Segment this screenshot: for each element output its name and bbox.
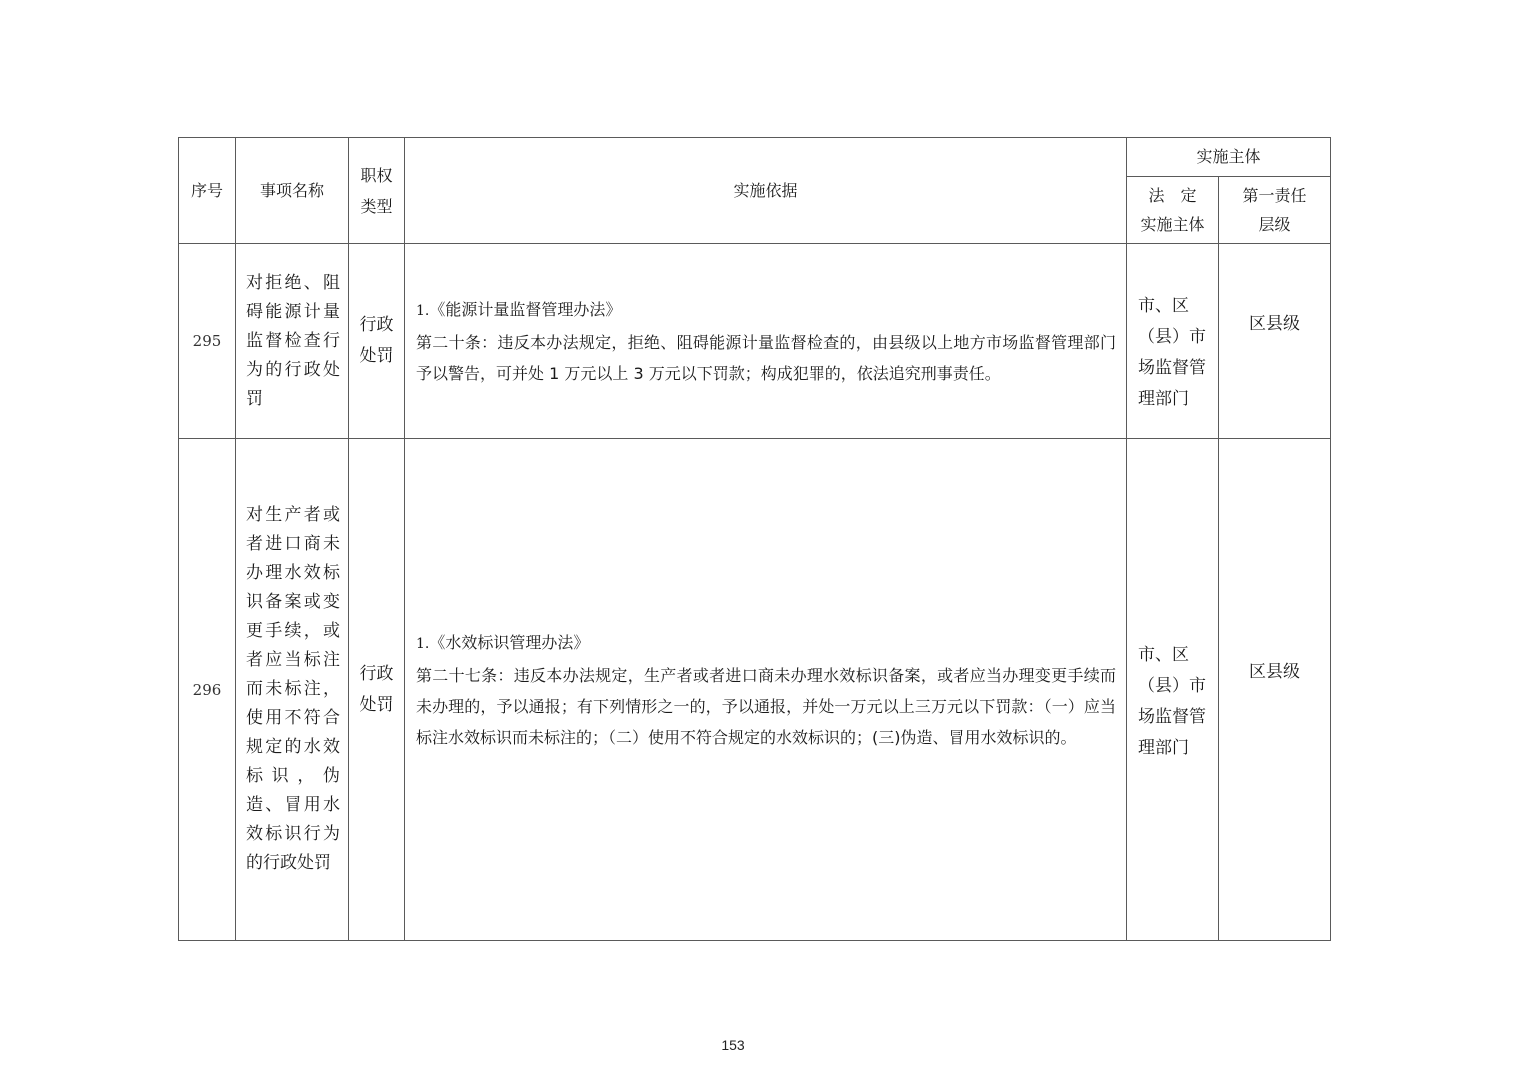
row-first-level-text: 区县级 <box>1249 662 1300 682</box>
header-item-name: 事项名称 <box>236 138 349 244</box>
header-power-type-line1: 职权 <box>360 165 393 185</box>
header-legal-subject-line2: 实施主体 <box>1140 215 1205 234</box>
row-legal-subject <box>1127 244 1219 439</box>
row-basis-title-text: 《水效标识管理办法》 <box>429 632 590 652</box>
row-basis <box>405 244 1127 439</box>
row-seq: 295 <box>179 244 236 439</box>
row-item-name: 对拒绝、阻碍能源计量监督检查行为的行政处罚 <box>236 244 349 439</box>
row-power-type-line1: 行政 <box>359 663 394 684</box>
header-legal-subject-line1: 法 定 <box>1148 186 1197 205</box>
row-basis-text: 第二十条：违反本办法规定，拒绝、阻碍能源计量监督检查的，由县级以上地方市场监督管理部门予以警告，可并处 1 万元以上 3 万元以下罚款；构成犯罪的，依法追究刑事责任。 <box>416 332 1116 383</box>
row-power-type <box>349 244 405 439</box>
row-first-level <box>1219 244 1331 439</box>
header-first-level-line2: 层级 <box>1258 215 1291 234</box>
row-basis-text: 第二十七条：违反本办法规定，生产者或者进口商未办理水效标识备案，或者应当办理变更手续而未办理的，予以通报；有下列情形之一的，予以通报，并处一万元以上三万元以下罚款：（一）应当标注水效标识而未标注的；（二）使用不符合规定的水效标识的；(三)伪造、冒用水效标识的。 <box>416 665 1116 747</box>
page-number: 153 <box>721 1037 745 1053</box>
header-basis: 实施依据 <box>405 138 1127 244</box>
row-seq: 296 <box>179 439 236 941</box>
row-basis-title-num: 1. <box>416 635 430 652</box>
row-legal-subject-text: 市、区（县）市场监督管理部门 <box>1138 296 1206 409</box>
header-row-1 <box>179 138 1331 177</box>
row-basis-title <box>416 294 1116 327</box>
header-first-level <box>1219 177 1331 244</box>
table-row <box>179 244 1331 439</box>
row-item-name: 对生产者或者进口商未办理水效标识备案或变更手续，或者应当标注而未标注，使用不符合规定的水效标识，伪造、冒用水效标识行为的行政处罚 <box>236 439 349 941</box>
header-power-type <box>349 138 405 244</box>
row-first-level <box>1219 439 1331 941</box>
header-seq: 序号 <box>179 138 236 244</box>
enforcement-items-table <box>178 137 1331 941</box>
row-power-type <box>349 439 405 941</box>
header-power-type-line2: 类型 <box>360 196 393 216</box>
header-first-level-line1: 第一责任 <box>1242 186 1307 205</box>
header-legal-subject <box>1127 177 1219 244</box>
header-subject-group: 实施主体 <box>1127 138 1331 177</box>
table-row <box>179 439 1331 941</box>
row-power-type-line1: 行政 <box>359 315 394 335</box>
row-legal-subject-text: 市、区（县）市场监督管理部门 <box>1138 644 1206 758</box>
row-basis-title <box>416 627 1116 660</box>
row-basis-title-text: 《能源计量监督管理办法》 <box>429 299 622 319</box>
row-legal-subject <box>1127 439 1219 941</box>
row-power-type-line2: 处罚 <box>359 346 394 366</box>
row-basis-title-num: 1. <box>416 302 430 319</box>
row-first-level-text: 区县级 <box>1249 313 1300 334</box>
row-power-type-line2: 处罚 <box>359 694 394 715</box>
row-basis <box>405 439 1127 941</box>
